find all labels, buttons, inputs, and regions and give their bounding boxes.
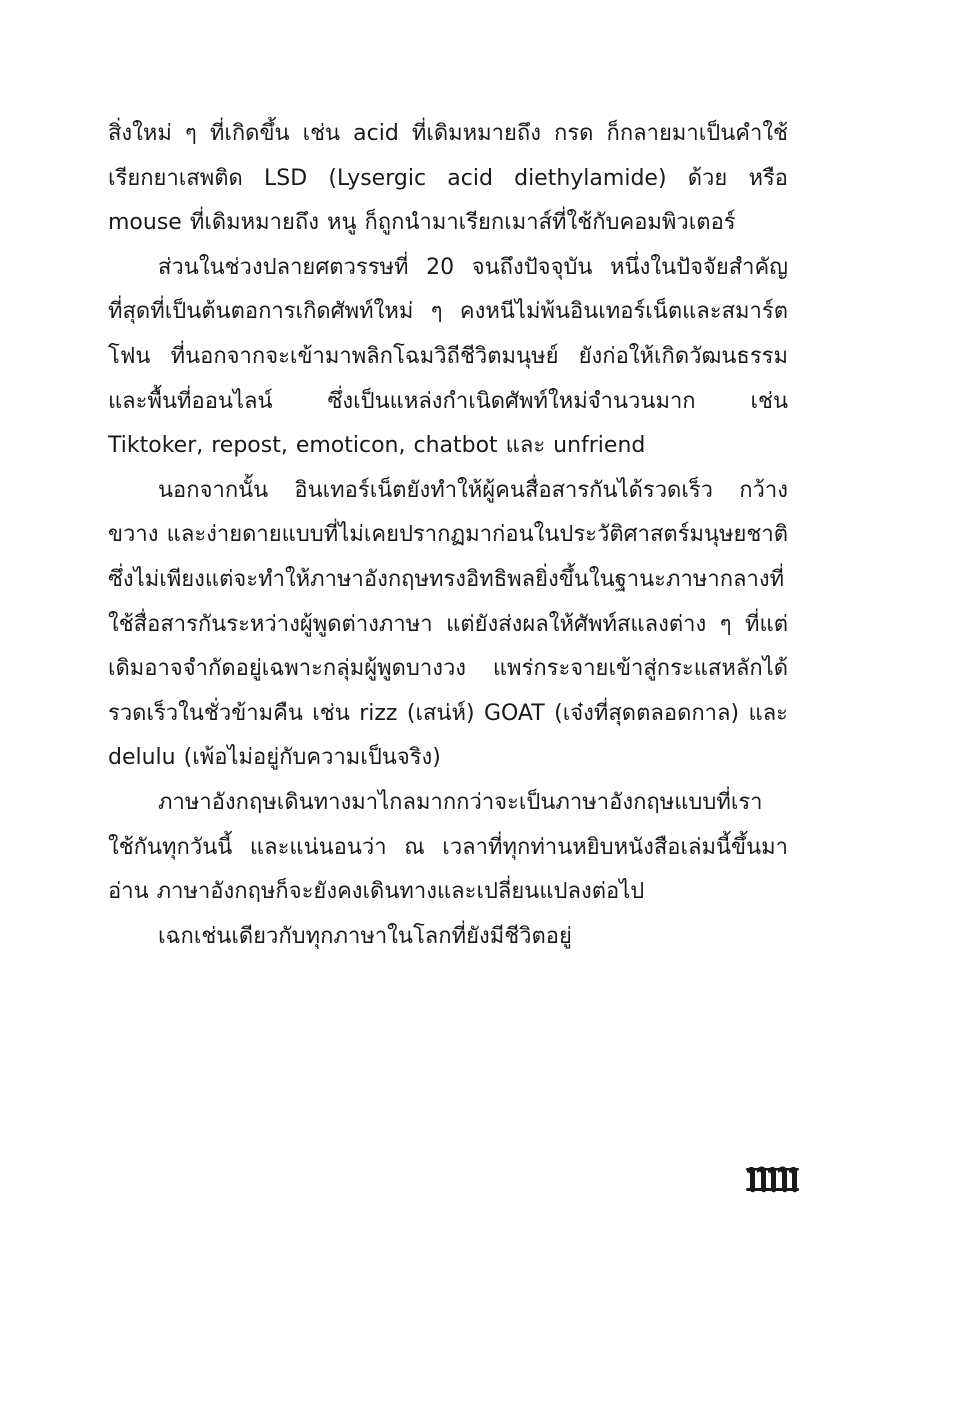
paragraph-2: ส่วนในช่วงปลายศตวรรษที่ 20 จนถึงปัจจุบัน หนึ่งในปัจจัยสำคัญที่สุดที่เป็นต้นตอการเกิดศัพท์ใหม่ ๆ คงหนีไม่พ้นอินเทอร์เน็ตและสมาร์ตโฟน ที่นอกจากจะเข้ามาพลิกโฉมวิถีชีวิตมนุษย์ ยังก่อให้เกิดวัฒนธรรมและพื้นที่ออนไลน์ ซึ่งเป็นแหล่งกำเนิดศัพท์ใหม่จำนวนมาก เช่น Tiktoker, repost, emoticon, chatbot และ unfriend xyxy=(108,254,788,459)
author-signature xyxy=(743,1160,803,1196)
paragraph-4: ภาษาอังกฤษเดินทางมาไกลมากกว่าจะเป็นภาษาอังกฤษแบบที่เราใช้กันทุกวันนี้ และแน่นอนว่า ณ เวลาที่ทุกท่านหยิบหนังสือเล่มนี้ขึ้นมาอ่าน ภาษาอังกฤษก็จะยังคงเดินทางและเปลี่ยนแปลงต่อไป xyxy=(108,789,788,905)
paragraph-1: สิ่งใหม่ ๆ ที่เกิดขึ้น เช่น acid ที่เดิมหมายถึง กรด ก็กลายมาเป็นคำใช้เรียกยาเสพติด LSD (Lysergic acid diethylamide) ด้วย หรือ mouse ที่เดิมหมายถึง หนู ก็ถูกนำมาเรียกเมาส์ที่ใช้กับคอมพิวเตอร์ xyxy=(108,121,788,236)
paragraph-3: นอกจากนั้น อินเทอร์เน็ตยังทำให้ผู้คนสื่อสารกันได้รวดเร็ว กว้างขวาง และง่ายดายแบบที่ไม่เคยปรากฏมาก่อนในประวัติศาสตร์มนุษยชาติ ซึ่งไม่เพียงแต่จะทำให้ภาษาอังกฤษทรงอิทธิพลยิ่งขึ้นในฐานะภาษากลางที่ใช้สื่อสารกันระหว่างผู้พูดต่างภาษา แต่ยังส่งผลให้ศัพท์สแลงต่าง ๆ ที่แต่เดิมอาจจำกัดอยู่เฉพาะกลุ่มผู้พูดบางวง แพร่กระจายเข้าสู่กระแสหลักได้รวดเร็วในชั่วข้ามคืน เช่น rizz (เสน่ห์) GOAT (เจ๋งที่สุดตลอดกาล) และ delulu (เพ้อไม่อยู่กับความเป็นจริง) xyxy=(108,477,788,771)
body-text xyxy=(108,112,788,959)
signature-glyphs xyxy=(746,1166,799,1192)
paragraph-5: เฉกเช่นเดียวกับทุกภาษาในโลกที่ยังมีชีวิตอยู่ xyxy=(158,923,572,949)
